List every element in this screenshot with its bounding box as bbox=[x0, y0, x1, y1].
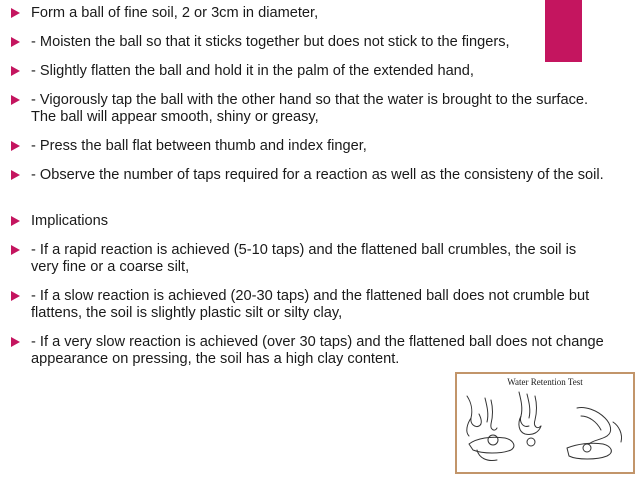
bullet-arrow-icon bbox=[11, 95, 20, 105]
bullet-text: - Vigorously tap the ball with the other hand so that the water is brought to the surface. The ball will appear smooth, shiny or greasy, bbox=[31, 92, 589, 125]
bullet-arrow-icon bbox=[11, 245, 20, 255]
bullet-item bbox=[11, 138, 611, 155]
bullet-item bbox=[11, 34, 611, 51]
water-retention-illustration bbox=[455, 372, 635, 474]
bullet-item bbox=[11, 63, 611, 80]
bullet-text: - Press the ball flat between thumb and index finger, bbox=[31, 138, 367, 154]
bullet-text: - Observe the number of taps required for a reaction as well as the consisteny of the soil. bbox=[31, 167, 604, 183]
bullet-arrow-icon bbox=[11, 141, 20, 151]
figure-title: Water Retention Test bbox=[507, 377, 583, 387]
bullet-text: Form a ball of fine soil, 2 or 3cm in diameter, bbox=[31, 5, 319, 21]
bullet-item bbox=[11, 167, 611, 184]
bullet-text: - Slightly flatten the ball and hold it in the palm of the extended hand, bbox=[31, 63, 474, 79]
bullet-item bbox=[11, 5, 611, 22]
implications-heading: Implications bbox=[31, 213, 109, 229]
bullet-arrow-icon bbox=[11, 216, 20, 226]
bullet-arrow-icon bbox=[11, 8, 20, 18]
bullet-item bbox=[11, 334, 611, 368]
bullet-item bbox=[11, 92, 611, 126]
bullet-item bbox=[11, 242, 611, 276]
bullet-arrow-icon bbox=[11, 66, 20, 76]
bullet-item bbox=[11, 288, 611, 322]
bullet-text: - If a slow reaction is achieved (20-30 taps) and the flattened ball does not crumble but flattens, the soil is slightly plastic silt or silty clay, bbox=[31, 288, 590, 321]
hands-tapping-ball-drawing bbox=[457, 388, 633, 472]
bullet-item-heading bbox=[11, 213, 611, 230]
bullet-text: - If a very slow reaction is achieved (over 30 taps) and the flattened ball does not change appearance on pressing, the soil has a high clay content. bbox=[31, 334, 604, 367]
bullet-arrow-icon bbox=[11, 337, 20, 347]
soil-ball-sketch bbox=[488, 435, 498, 445]
bullet-text: - Moisten the ball so that it sticks together but does not stick to the fingers, bbox=[31, 34, 510, 50]
bullet-text: - If a rapid reaction is achieved (5-10 taps) and the flattened ball crumbles, the soil is very fine or a coarse silt, bbox=[31, 242, 577, 275]
bullet-arrow-icon bbox=[11, 37, 20, 47]
bullet-arrow-icon bbox=[11, 170, 20, 180]
bullet-arrow-icon bbox=[11, 291, 20, 301]
